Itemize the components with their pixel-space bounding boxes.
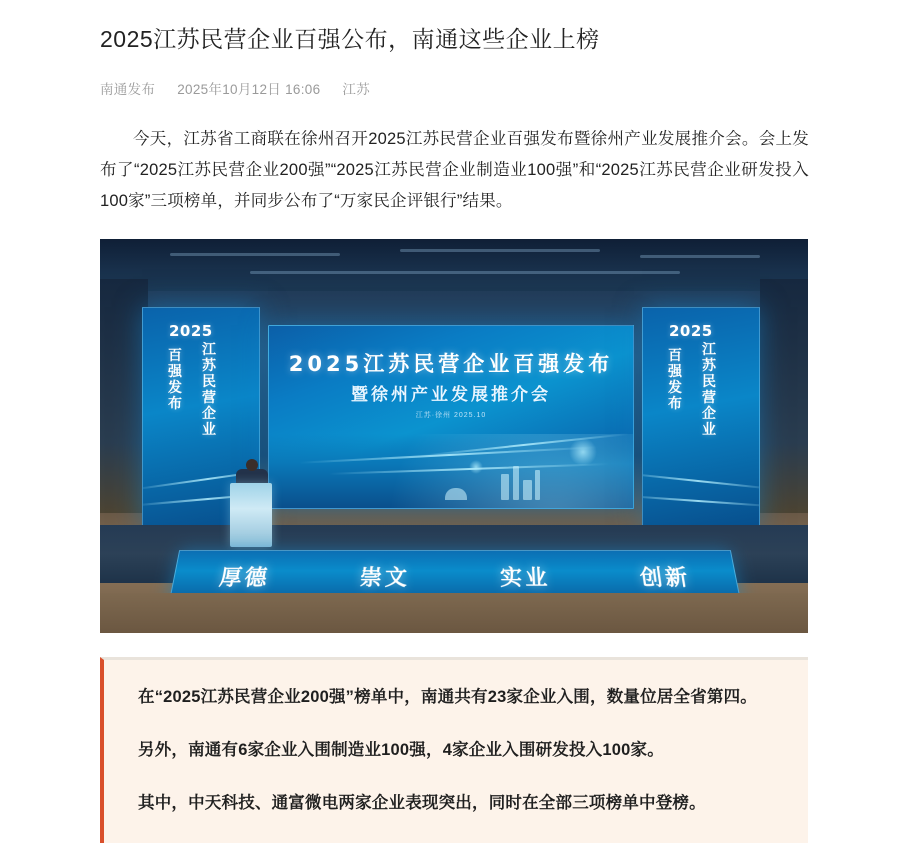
main-screen-line3: 江苏·徐州 2025.10 — [415, 412, 487, 419]
meta-location: 江苏 — [342, 82, 371, 97]
carpet — [100, 593, 808, 633]
meta-source: 南通发布 — [100, 82, 156, 97]
callout-paragraph-2: 另外，南通有6家企业入围制造业100强，4家企业入围研发投入100家。 — [138, 741, 664, 759]
right-panel-vtext: 百强发布 — [668, 348, 682, 412]
right-panel-year: 2025 — [669, 322, 713, 340]
slogan-word-2: 崇文 — [359, 565, 411, 591]
main-screen-line1: 2025江苏民营企业百强发布 — [288, 352, 614, 376]
led-panel-right — [642, 307, 760, 527]
main-screen-skyline — [269, 434, 633, 508]
main-screen-line2: 暨徐州产业发展推介会 — [351, 385, 551, 405]
highlight-callout — [100, 657, 808, 843]
ceiling — [100, 239, 808, 291]
left-panel-vtext2: 江苏民营企业 — [202, 342, 216, 438]
lead-paragraph: 今天，江苏省工商联在徐州召开2025江苏民营企业百强发布暨徐州产业发展推介会。会上发布了“2025江苏民营企业200强”“2025江苏民营企业制造业100强”和“2025江苏民营企业研发投入100家”三项榜单，并同步公布了“万家民企评银行”结果。 — [100, 130, 809, 210]
callout-top-divider — [104, 657, 808, 660]
slogan-word-4: 创新 — [638, 565, 693, 591]
callout-paragraph-1: 在“2025江苏民营企业200强”榜单中，南通共有23家企业入围，数量位居全省第四。 — [138, 688, 757, 706]
article-image — [100, 239, 808, 633]
left-panel-vtext: 百强发布 — [168, 348, 182, 412]
meta-datetime: 2025年10月12日 16:06 — [177, 82, 321, 97]
right-panel-vtext2: 江苏民营企业 — [702, 342, 716, 438]
led-screen-main — [268, 325, 634, 509]
slogan-word-3: 实业 — [499, 565, 551, 591]
wall-left — [100, 279, 148, 513]
left-panel-year: 2025 — [169, 322, 213, 340]
slogan-word-1: 厚德 — [217, 565, 272, 591]
page-title: 2025江苏民营企业百强公布，南通这些企业上榜 — [100, 26, 600, 52]
speaker-head — [246, 459, 258, 471]
callout-paragraph-3: 其中，中天科技、通富微电两家企业表现突出，同时在全部三项榜单中登榜。 — [138, 794, 706, 812]
wall-right — [760, 279, 808, 513]
podium — [230, 483, 272, 547]
article-meta — [100, 78, 809, 98]
